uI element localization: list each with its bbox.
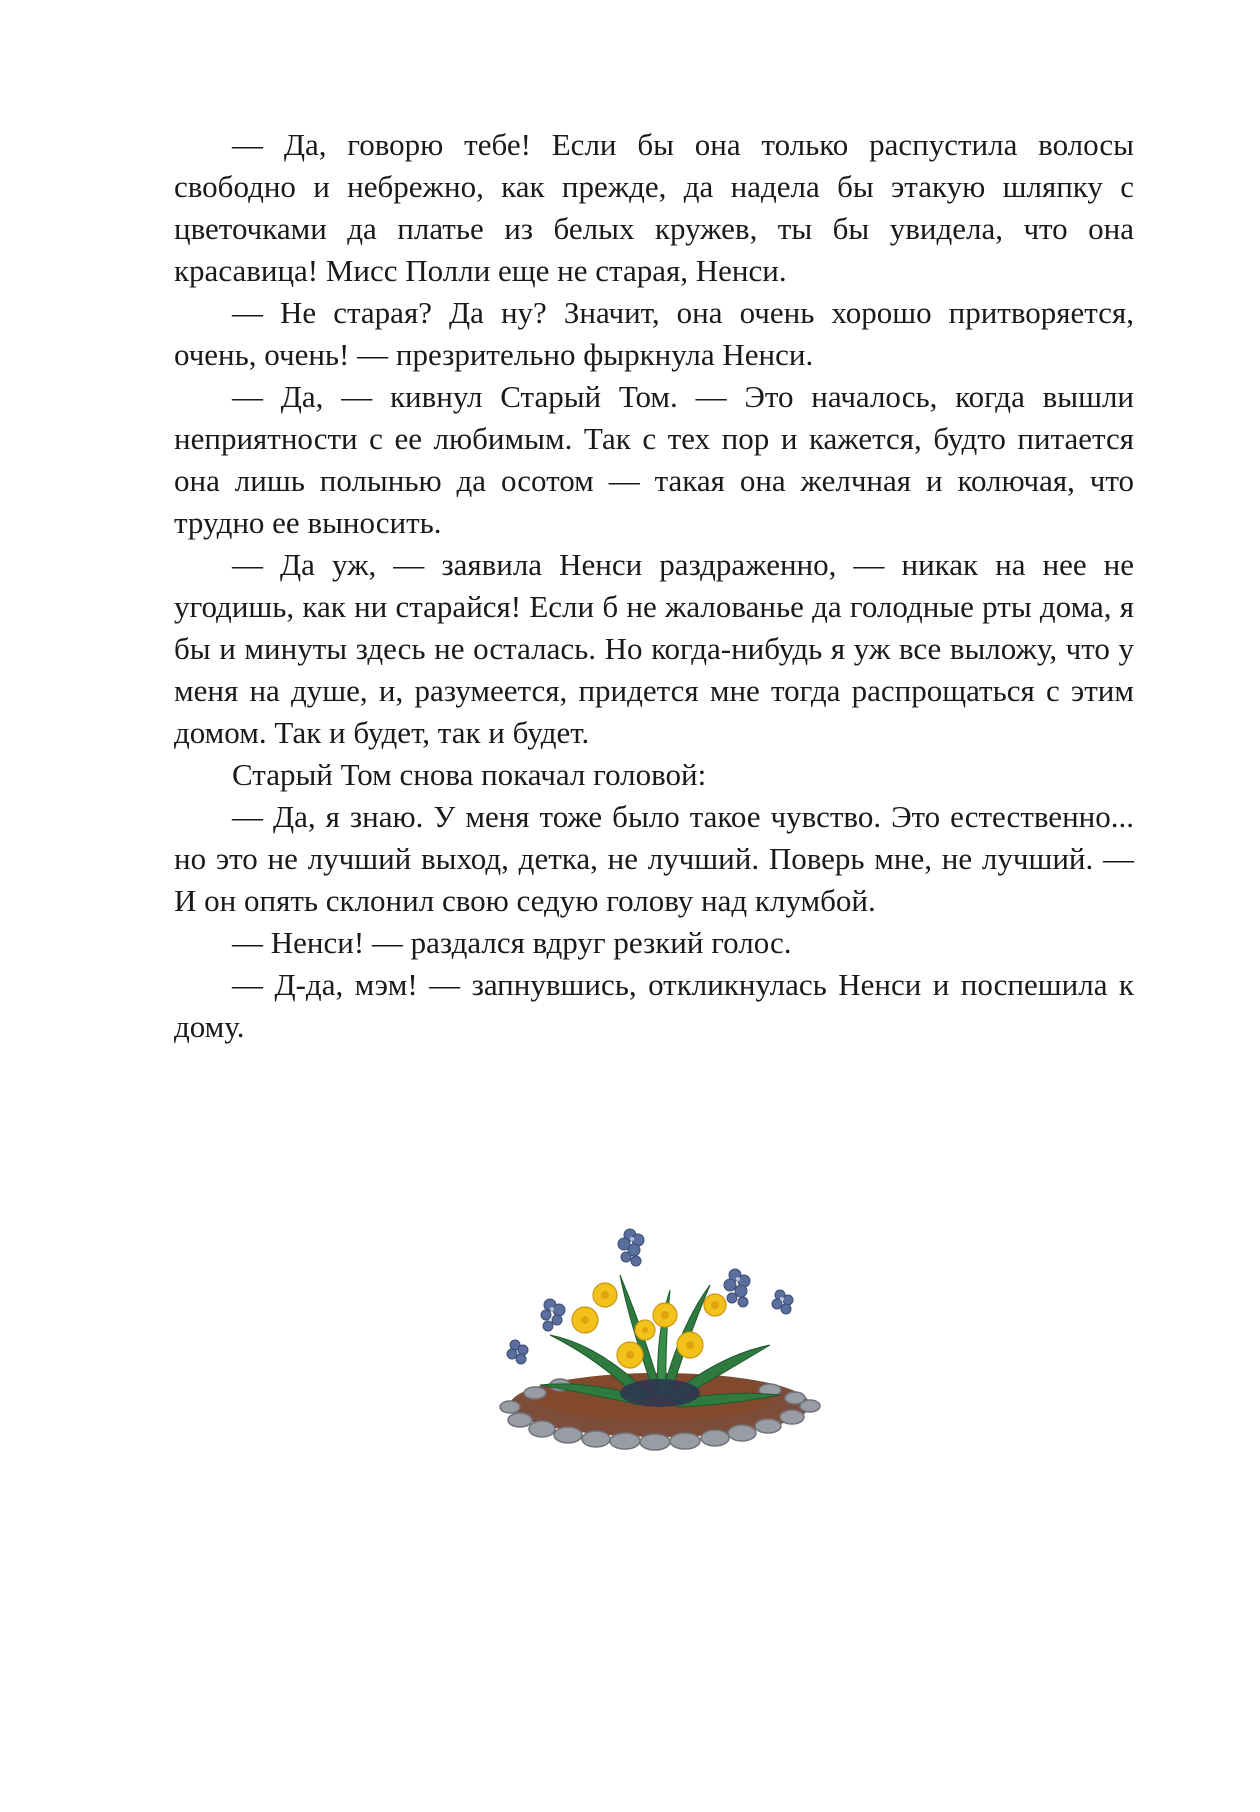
paragraph-7: — Ненси! — раздался вдруг резкий голос. [232, 925, 792, 960]
body-text [174, 124, 1134, 1048]
flowerbed-illustration-icon [480, 1195, 840, 1455]
paragraph-6: — Да, я знаю. У меня тоже было такое чувство. Это естественно... но это не лучший выход, детка, не лучший. Поверь мне, не лучший. — И он опять склонил свою седую голову над клумбой. [174, 799, 1134, 918]
paragraph-8: — Д-да, мэм! — запнувшись, откликнулась Ненси и поспешила к дому. [174, 967, 1134, 1044]
paragraph-2: — Не старая? Да ну? Значит, она очень хорошо притворяется, очень, очень! — презрительно фыркнула Ненси. [174, 295, 1134, 372]
paragraph-4: — Да уж, — заявила Ненси раздраженно, — никак на нее не угодишь, как ни старайся! Если б не жалованье да голодные рты дома, я бы и минуты здесь не осталась. Но когда-нибудь я уж все выложу, что у меня на душе, и, разумеется, придется мне тогда распрощаться с этим домом. Так и будет, так и будет. [174, 547, 1134, 750]
paragraph-3: — Да, — кивнул Старый Том. — Это началось, когда вышли неприятности с ее любимым. Так с тех пор и кажется, будто питается она лишь полынью да осотом — такая она желчная и колючая, что трудно ее выносить. [174, 379, 1134, 540]
paragraph-5: Старый Том снова покачал головой: [232, 757, 707, 792]
paragraph-1: — Да, говорю тебе! Если бы она только распустила волосы свободно и небрежно, как прежде, да надела бы этакую шляпку с цветочками да платье из белых кружев, ты бы увидела, что она красавица! Мисс Полли еще не старая, Ненси. [174, 127, 1134, 288]
